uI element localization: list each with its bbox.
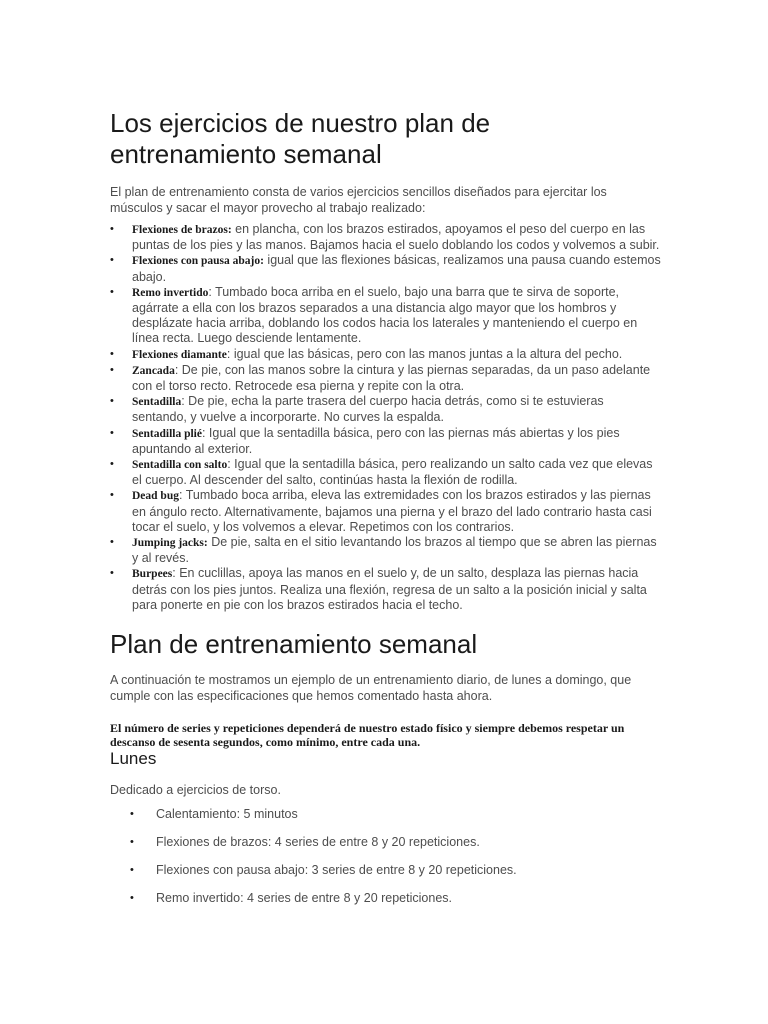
day-heading: Lunes xyxy=(110,749,157,769)
exercise-name: Jumping jacks: xyxy=(132,537,208,550)
list-item xyxy=(110,891,662,906)
list-item xyxy=(110,222,662,253)
exercise-name: Remo invertido xyxy=(132,286,209,299)
bullet-icon: • xyxy=(110,395,114,408)
bullet-icon: • xyxy=(110,223,114,235)
list-item xyxy=(110,863,662,878)
exercise-description: : De pie, echa la parte trasera del cuerpo hacia detrás, como si te estuvieras sentando, y vuelve a incorporarte. No curves la espalda. xyxy=(132,394,604,425)
bullet-icon: • xyxy=(110,536,114,549)
list-item xyxy=(110,835,662,850)
exercise-name: Sentadilla xyxy=(132,396,182,409)
list-item xyxy=(110,363,662,394)
bullet-icon: • xyxy=(130,807,134,820)
exercise-description: : Igual que la sentadilla básica, pero realizando un salto cada vez que elevas el cuerpo. Al descender del salto, continúas hasta la flexión de rodilla. xyxy=(132,457,653,488)
routine-list xyxy=(110,807,662,906)
bullet-icon: • xyxy=(110,347,114,360)
exercise-name: Dead bug xyxy=(132,490,179,503)
routine-item-text: Flexiones de brazos: 4 series de entre 8 y 20 repeticiones. xyxy=(156,834,480,849)
routine-item-text: Flexiones con pausa abajo: 3 series de entre 8 y 20 repeticiones. xyxy=(156,862,517,877)
list-item xyxy=(110,394,662,425)
exercise-name: Flexiones con pausa abajo: xyxy=(132,255,264,268)
exercise-description: : Igual que la sentadilla básica, pero con las piernas más abiertas y los pies apuntando al exterior. xyxy=(132,425,620,456)
bullet-icon: • xyxy=(110,254,114,267)
list-item xyxy=(110,488,662,535)
exercise-name: Zancada xyxy=(132,364,175,377)
list-item xyxy=(110,566,662,613)
routine-item-text: Calentamiento: 5 minutos xyxy=(156,806,298,821)
exercise-name: Burpees xyxy=(132,568,173,581)
list-item xyxy=(110,807,662,822)
bullet-icon: • xyxy=(130,891,134,904)
bullet-icon: • xyxy=(110,285,114,298)
bullet-icon: • xyxy=(110,426,114,439)
exercise-description: en plancha, con los brazos estirados, apoyamos el peso del cuerpo en las puntas de los pies y las manos. Bajamos hacia el suelo doblando los codos y volvemos a subir. xyxy=(132,222,660,253)
bullet-icon: • xyxy=(130,835,134,848)
exercise-description: : igual que las básicas, pero con las manos juntas a la altura del pecho. xyxy=(226,346,623,361)
exercise-name: Sentadilla con salto xyxy=(132,459,228,472)
article-body xyxy=(110,108,662,919)
section-title-exercises: Los ejercicios de nuestro plan de entrenamiento semanal xyxy=(110,108,491,169)
weekly-plan-intro: A continuación te mostramos un ejemplo de un entrenamiento diario, de lunes a domingo, que cumple con las especificaciones que hemos comentado hasta ahora. xyxy=(110,673,632,703)
bullet-icon: • xyxy=(130,863,134,876)
list-item xyxy=(110,347,662,363)
series-note: El número de series y repeticiones dependerá de nuestro estado físico y siempre debemos respetar un descanso de sesenta segundos, como mínimo, entre cada una. xyxy=(110,721,625,750)
exercise-description: : Tumbado boca arriba en el suelo, bajo una barra que te sirva de soporte, agárrate a ella con los brazos separados a una distancia algo mayor que los hombros y desplázate hacia arriba, doblando los codos hacia los laterales y manteniendo el cuerpo en línea recta. Luego desciende lentamente. xyxy=(132,284,638,346)
day-description: Dedicado a ejercicios de torso. xyxy=(110,783,281,798)
bullet-icon: • xyxy=(110,363,114,376)
bullet-icon: • xyxy=(110,489,114,502)
exercise-name: Flexiones diamante xyxy=(132,348,227,361)
exercise-description: De pie, salta en el sitio levantando los brazos al tiempo que se abren las piernas y al revés. xyxy=(132,535,657,566)
list-item xyxy=(110,285,662,347)
exercise-name: Flexiones de brazos: xyxy=(132,224,232,236)
list-item xyxy=(110,457,662,488)
exercise-description: igual que las flexiones básicas, realizamos una pausa cuando estemos abajo. xyxy=(132,253,661,284)
exercise-name: Sentadilla plié xyxy=(132,427,202,440)
section-title-weekly-plan: Plan de entrenamiento semanal xyxy=(110,629,478,660)
bullet-icon: • xyxy=(110,567,114,580)
exercise-description: : De pie, con las manos sobre la cintura y las piernas separadas, da un paso adelante con el torso recto. Retrocede esa pierna y repite con la otra. xyxy=(132,362,651,394)
list-item xyxy=(110,535,662,566)
exercises-intro: El plan de entrenamiento consta de varios ejercicios sencillos diseñados para ejercitar los músculos y sacar el mayor provecho al trabajo realizado: xyxy=(110,185,607,215)
list-item xyxy=(110,253,662,284)
bullet-icon: • xyxy=(110,458,114,471)
exercise-description: : Tumbado boca arriba, eleva las extremidades con los brazos estirados y las piernas en ángulo recto. Alternativamente, bajamos una pierna y el brazo del lado contrario hasta casi tocar el suelo, y los volvemos a elevar. Repetimos con los contrarios. xyxy=(132,488,652,534)
routine-item-text: Remo invertido: 4 series de entre 8 y 20 repeticiones. xyxy=(156,890,452,905)
exercise-description: : En cuclillas, apoya las manos en el suelo y, de un salto, desplaza las piernas hacia detrás con los pies juntos. Realiza una flexión, regresa de un salto a la posición inicial y salta para ponerte en pie con los brazos estirados hacia el techo. xyxy=(132,566,647,612)
exercise-list xyxy=(110,222,662,613)
list-item xyxy=(110,426,662,457)
